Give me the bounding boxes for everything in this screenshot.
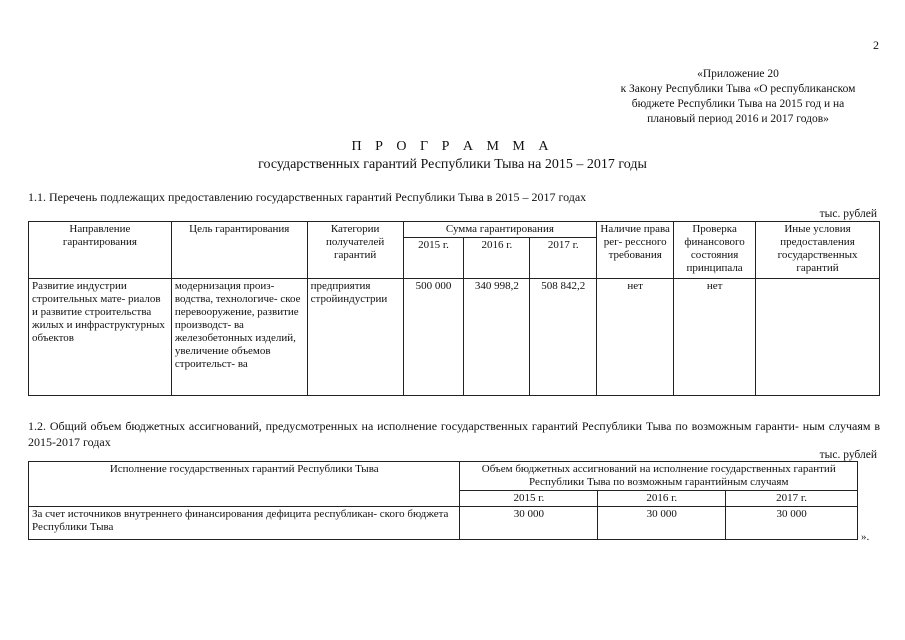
guarantees-table bbox=[28, 221, 880, 396]
page-number: 2 bbox=[873, 38, 879, 52]
cell-2017: 508 842,2 bbox=[530, 279, 597, 396]
header-2016: 2016 г. bbox=[598, 491, 726, 507]
cell-other bbox=[756, 279, 880, 396]
section-1-unit: тыс. рублей bbox=[819, 208, 877, 220]
header-execution: Исполнение государственных гарантий Республики Тыва bbox=[29, 462, 460, 507]
section-1-heading: 1.1. Перечень подлежащих предоставлению государственных гарантий Республики Тыва в 2015 – 2017 годах bbox=[28, 190, 587, 204]
header-volume: Объем бюджетных ассигнований на исполнение государственных гарантий Республики Тыва по возможным гарантийным случаям bbox=[460, 462, 858, 491]
cell-2016: 340 998,2 bbox=[464, 279, 530, 396]
cell-2015: 30 000 bbox=[460, 507, 598, 540]
header-2017: 2017 г. bbox=[726, 491, 858, 507]
cell-goal: модернизация произ- водства, технологиче- ское перевооружение, развитие производст- ва железобетонных изделий, увеличение объемов строительст- ва bbox=[171, 279, 307, 396]
cell-regress: нет bbox=[597, 279, 674, 396]
cell-source: За счет источников внутреннего финансирования дефицита республикан- ского бюджета Республики Тыва bbox=[29, 507, 460, 540]
section-2-heading: 1.2. Общий объем бюджетных ассигнований, предусмотренных на исполнение государственных гарантий Республики Тыва по возможным гаранти- ным случаям в 2015-2017 годах bbox=[28, 419, 880, 449]
cell-2015: 500 000 bbox=[403, 279, 464, 396]
header-direction: Направление гарантирования bbox=[29, 222, 172, 279]
header-other: Иные условия предоставления государственных гарантий bbox=[756, 222, 880, 279]
appendix-line: «Приложение 20 bbox=[697, 68, 779, 80]
cell-2016: 30 000 bbox=[598, 507, 726, 540]
allocations-table bbox=[28, 461, 858, 540]
header-2016: 2016 г. bbox=[464, 238, 530, 279]
document-subtitle: государственных гарантий Республики Тыва на 2015 – 2017 годы bbox=[258, 157, 647, 172]
appendix-line: плановый период 2016 и 2017 годов» bbox=[647, 113, 829, 125]
closing-quote: ». bbox=[861, 531, 870, 543]
section-2-unit: тыс. рублей bbox=[819, 449, 877, 461]
header-categories: Категории получателей гарантий bbox=[307, 222, 403, 279]
header-2017: 2017 г. bbox=[530, 238, 597, 279]
header-check: Проверка финансового состояния принципала bbox=[674, 222, 756, 279]
cell-direction: Развитие индустрии строительных мате- риалов и развитие строительства жилых и инфраструктурных объектов bbox=[29, 279, 172, 396]
cell-check: нет bbox=[674, 279, 756, 396]
header-regress: Наличие права рег- рессного требования bbox=[597, 222, 674, 279]
header-2015: 2015 г. bbox=[403, 238, 464, 279]
document-title: П Р О Г Р А М М А bbox=[351, 139, 554, 154]
header-goal: Цель гарантирования bbox=[171, 222, 307, 279]
appendix-note bbox=[600, 67, 876, 127]
cell-categories: предприятия стройиндустрии bbox=[307, 279, 403, 396]
header-sum: Сумма гарантирования bbox=[403, 222, 597, 238]
appendix-line: к Закону Республики Тыва «О республиканском bbox=[620, 83, 856, 95]
cell-2017: 30 000 bbox=[726, 507, 858, 540]
appendix-line: бюджете Республики Тыва на 2015 год и на bbox=[631, 98, 845, 110]
header-2015: 2015 г. bbox=[460, 491, 598, 507]
